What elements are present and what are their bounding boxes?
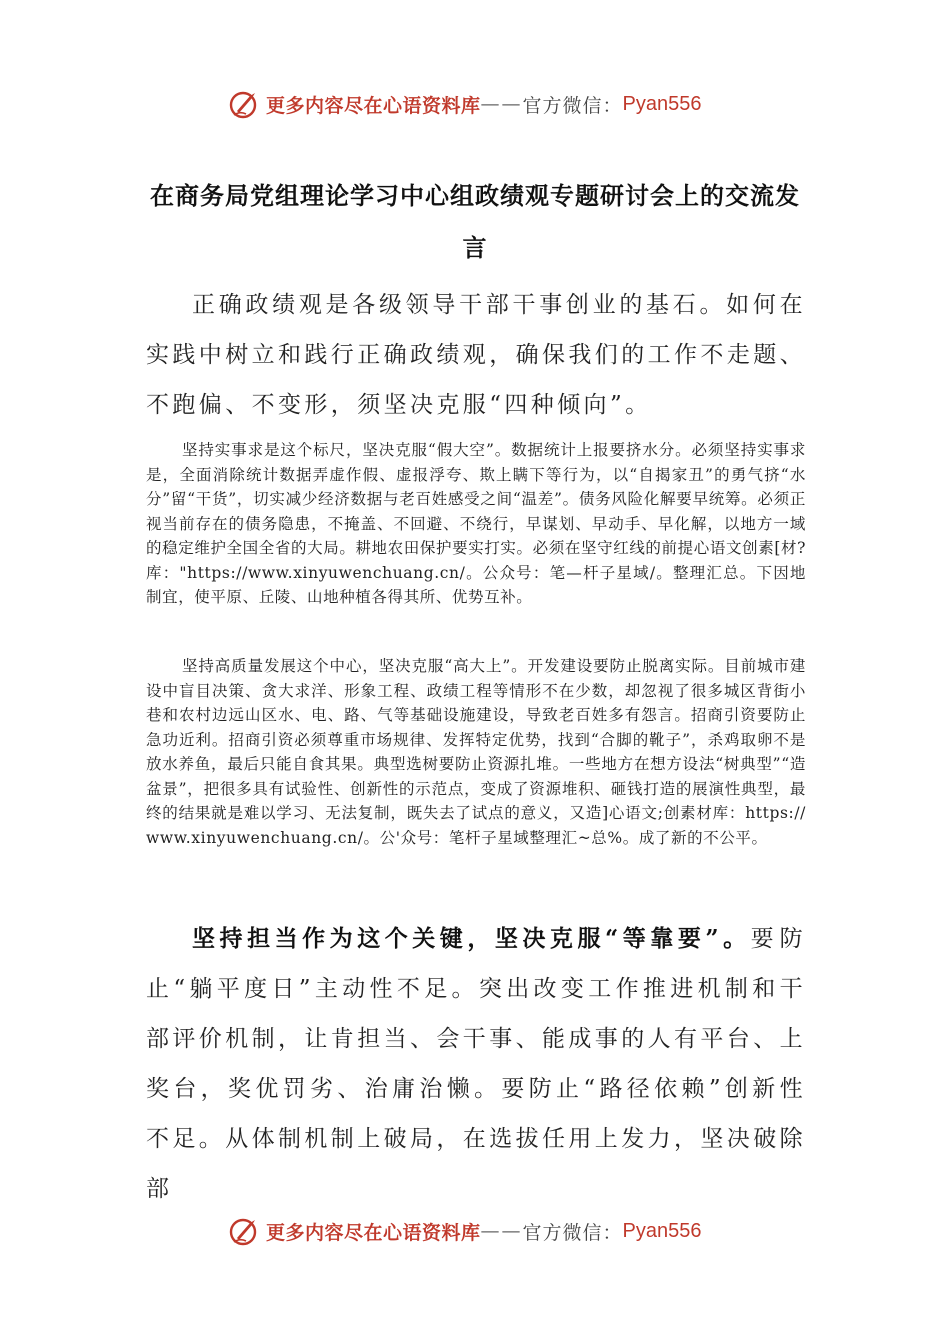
banner-wechat-id: Pyan556 bbox=[622, 92, 702, 115]
pen-nib-logo-icon bbox=[228, 1214, 262, 1248]
intro-paragraph: 正确政绩观是各级领导干部干事创业的基石。如何在实践中树立和践行正确政绩观，确保我们的工作不走题、不跑偏、不变形，须坚决克服“四种倾向”。 bbox=[146, 292, 806, 418]
banner-brand-text: 更多内容尽在心语资料库 bbox=[266, 94, 481, 117]
paragraph-responsibility bbox=[146, 914, 806, 1214]
footer-banner bbox=[228, 1213, 702, 1249]
paragraph-fact-seeking: 坚持实事求是这个标尺，坚决克服“假大空”。数据统计上报要挤水分。必须坚持实事求是，全面消除统计数据弄虚作假、虚报浮夸、欺上瞒下等行为，以“自揭家丑”的勇气挤“水分”留“干货”，切实减少经济数据与老百姓感受之间“温差”。债务风险化解要早统筹。必须正视当前存在的债务隐患，不掩盖、不回避、不绕行，早谋划、早动手、早化解，以地方一域的稳定维护全国全省的大局。耕地农田保护要实打实。必须在坚守红线的前提心语文创素[材?库："https://www.xinyuwenchuang.cn/。公众号：笔—杆子星域/。整理汇总。下因地制宜，使平原、丘陵、山地种植各得其所、优势互补。 bbox=[146, 441, 806, 606]
header-banner bbox=[228, 86, 702, 122]
document-title: 在商务局党组理论学习中心组政绩观专题研讨会上的交流发言 bbox=[150, 181, 800, 262]
banner-brand-text: 更多内容尽在心语资料库 bbox=[266, 1221, 481, 1244]
paragraph-heading: 坚持担当作为这个关键，坚决克服“等靠要”。 bbox=[192, 925, 751, 952]
banner-separator: —— bbox=[480, 93, 523, 115]
pen-nib-logo-icon bbox=[228, 87, 262, 121]
banner-separator: —— bbox=[480, 1220, 523, 1242]
banner-wechat-label: 官方微信： bbox=[522, 94, 623, 117]
banner-wechat-id: Pyan556 bbox=[622, 1219, 702, 1242]
banner-wechat-label: 官方微信： bbox=[522, 1221, 623, 1244]
paragraph-body: 要防止“躺平度日”主动性不足。突出改变工作推进机制和干部评价机制，让肯担当、会干事、能成事的人有平台、上奖台，奖优罚劣、治庸治懒。要防止“路径依赖”创新性不足。从体制机制上破局，在选拔任用上发力，坚决破除部 bbox=[146, 926, 806, 1202]
paragraph-quality-development: 坚持高质量发展这个中心，坚决克服“高大上”。开发建设要防止脱离实际。目前城市建设中盲目决策、贪大求洋、形象工程、政绩工程等情形不在少数，却忽视了很多城区背街小巷和农村边远山区水、电、路、气等基础设施建设，导致老百姓多有怨言。招商引资要防止急功近利。招商引资必须尊重市场规律、发挥特定优势，找到“合脚的靴子”，杀鸡取卵不是放水养鱼，最后只能自食其果。典型选树要防止资源扎堆。一些地方在想方设法“树典型”“造盆景”，把很多具有试验性、创新性的示范点，变成了资源堆积、砸钱打造的展演性典型，最终的结果就是难以学习、无法复制，既失去了试点的意义，又造]心语文;创素材库：https://www.xinyuwenchuang.cn/。公'众号：笔杆子星域整理汇~总%。成了新的不公平。 bbox=[146, 657, 806, 847]
